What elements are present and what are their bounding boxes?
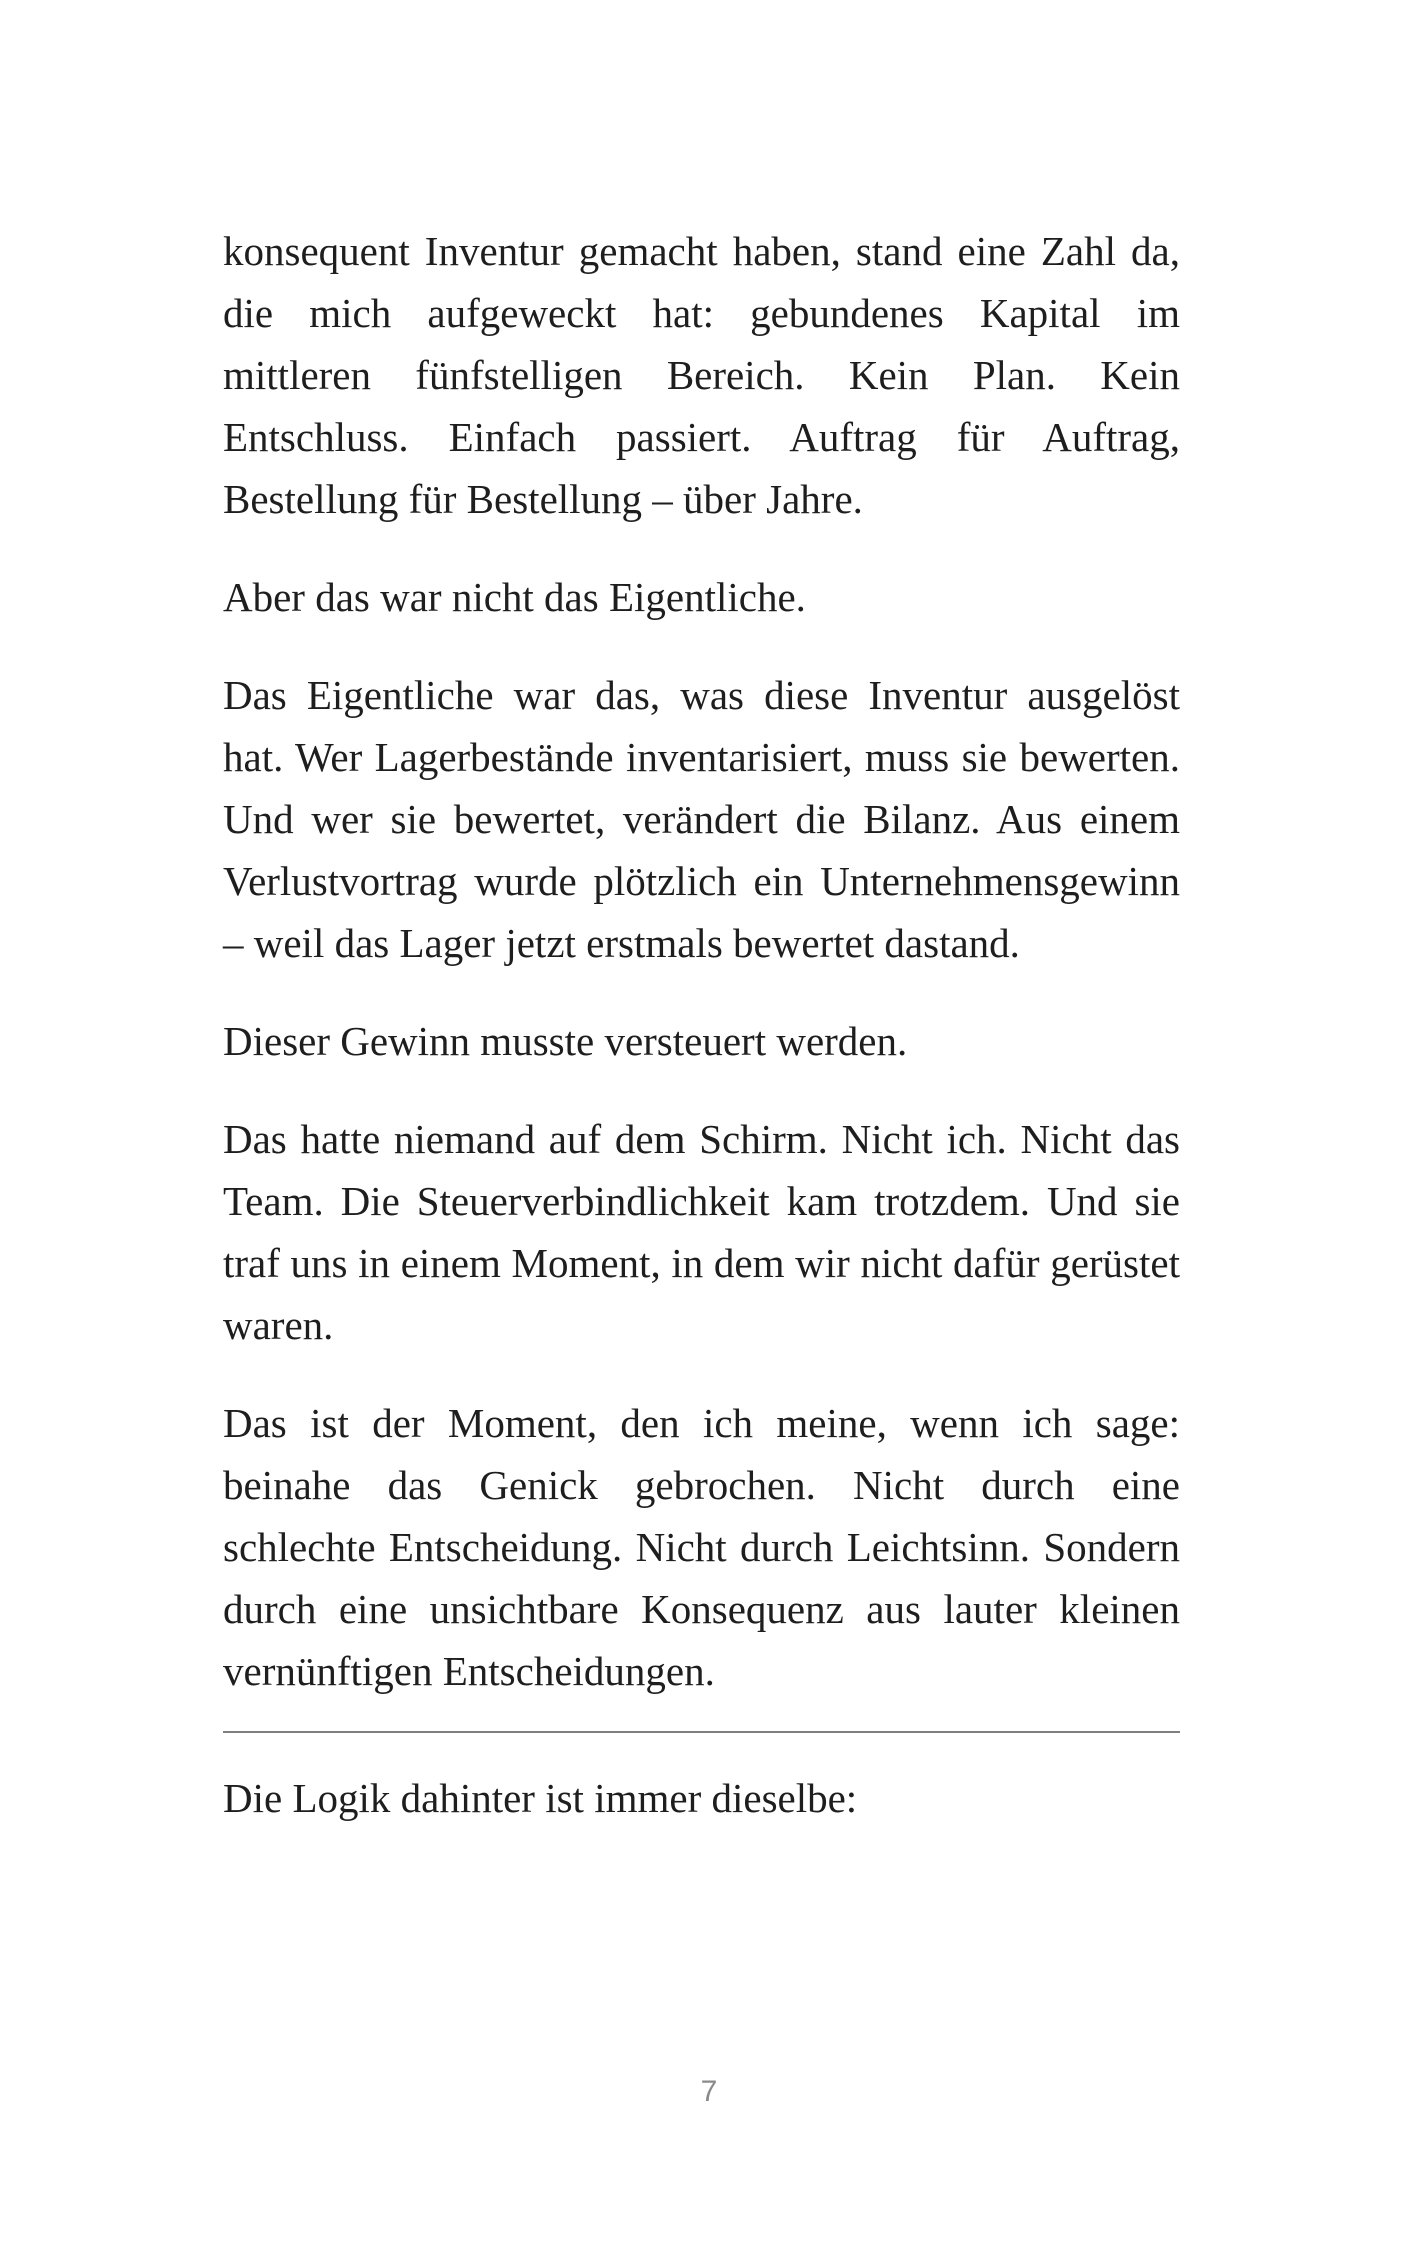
- section-divider: [223, 1731, 1180, 1733]
- paragraph-4: Dieser Gewinn musste versteuert werden.: [223, 1018, 908, 1064]
- paragraph-1: konsequent Inventur gemacht haben, stand eine Zahl da, die mich aufgeweckt hat: gebundenes Kapital im mittleren fünfstelligen Bereich. Kein Plan. Kein Entschluss. Einfach passiert. Auftrag für Auftrag, Bestellung für Bestellung – über Jahre.: [223, 228, 1180, 522]
- paragraph-3: Das Eigentliche war das, was diese Inventur ausgelöst hat. Wer Lagerbestände inventarisiert, muss sie bewerten. Und wer sie bewertet, verändert die Bilanz. Aus einem Verlustvortrag wurde plötzlich ein Unternehmensgewinn – weil das Lager jetzt erstmals bewertet dastand.: [223, 672, 1180, 966]
- paragraph-2: Aber das war nicht das Eigentliche.: [223, 574, 806, 620]
- page-number: 7: [700, 2075, 718, 2108]
- page-body: [223, 220, 1180, 1865]
- paragraph-5: Das hatte niemand auf dem Schirm. Nicht ich. Nicht das Team. Die Steuerverbindlichkeit kam trotzdem. Und sie traf uns in einem Moment, in dem wir nicht dafür gerüstet waren.: [223, 1116, 1180, 1348]
- paragraph-after-divider: Die Logik dahinter ist immer dieselbe:: [223, 1775, 858, 1821]
- paragraph-6: Das ist der Moment, den ich meine, wenn ich sage: beinahe das Genick gebrochen. Nicht durch eine schlechte Entscheidung. Nicht durch Leichtsinn. Sondern durch eine unsichtbare Konsequenz aus lauter kleinen vernünftigen Entscheidungen.: [223, 1400, 1180, 1694]
